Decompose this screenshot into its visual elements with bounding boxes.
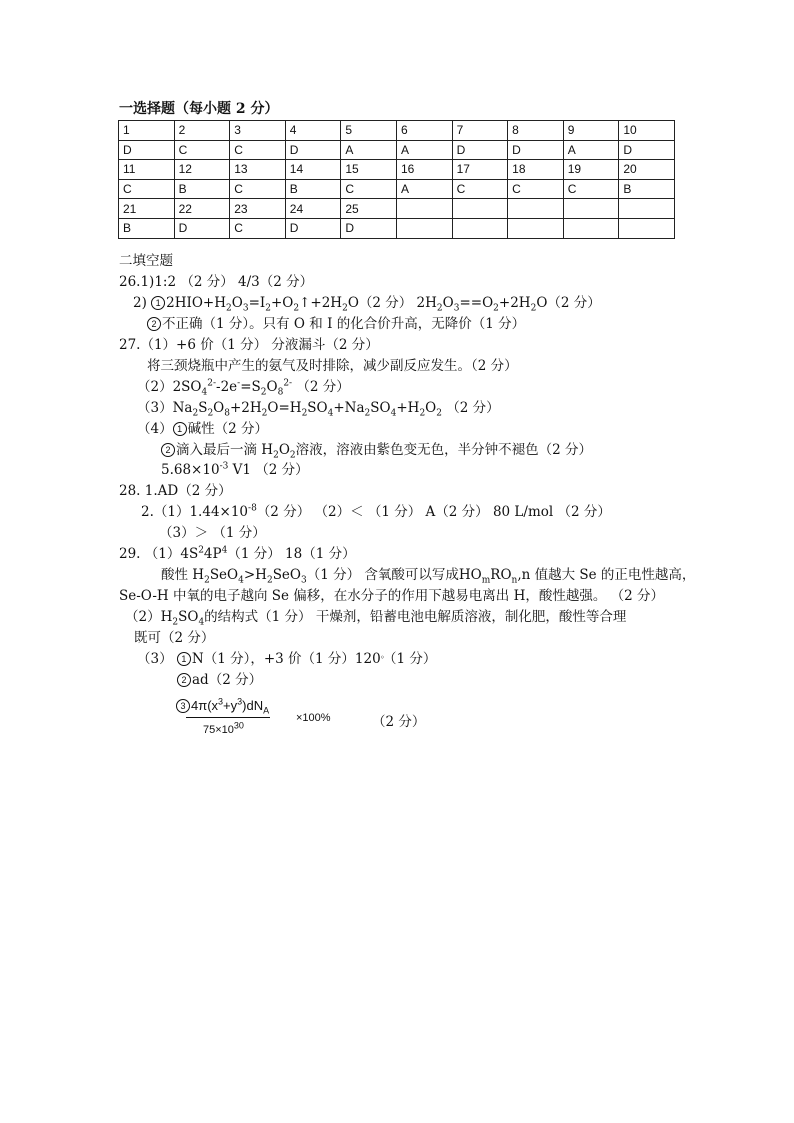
answer-cell: C xyxy=(341,179,397,199)
q29-5: 既可（2 分） xyxy=(134,630,215,646)
answer-cell: B xyxy=(119,218,175,238)
circled-number: 2 xyxy=(161,443,175,457)
q27-2: $(2)2SO_4^{2-}-2e^-=S_2O_8^{2-}$ （2 分） xyxy=(137,378,350,398)
answer-cell: D xyxy=(619,140,675,160)
formula-percent: ×100% xyxy=(296,712,331,724)
question-number-cell xyxy=(619,199,675,219)
answer-cell xyxy=(619,218,675,238)
question-number-cell: 5 xyxy=(341,121,397,141)
answer-cell: A xyxy=(341,140,397,160)
answer-cell: B xyxy=(619,179,675,199)
question-number-cell: 8 xyxy=(508,121,564,141)
question-number-cell: 17 xyxy=(452,160,508,180)
answer-cell: D xyxy=(452,140,508,160)
answer-row xyxy=(119,179,675,199)
answer-cell: A xyxy=(396,140,452,160)
answer-cell: B xyxy=(174,179,230,199)
question-number-cell: 24 xyxy=(285,199,341,219)
question-number-cell: 25 xyxy=(341,199,397,219)
q26-2a: 2) 1 $2HIO+H_2O_3=I_2+O_2↑+2H_2O(2$ 分） $2H_2O_3==O_2+2H_2O(2$ 分） xyxy=(133,295,601,314)
question-number-cell xyxy=(563,199,619,219)
answer-cell: B xyxy=(285,179,341,199)
q29-2: 酸性 $H_2SeO_4>H_2SeO_3(1$ 分） 含氧酸可以写成$HO_mRO_n,n$ 值越大 Se 的正电性越高， xyxy=(161,567,696,586)
circled-number: 3 xyxy=(176,699,190,713)
answer-row xyxy=(119,218,675,238)
fraction-bar xyxy=(186,717,270,718)
question-number-row xyxy=(119,160,675,180)
circled-number: 1 xyxy=(177,652,191,666)
answer-cell: D xyxy=(174,218,230,238)
q27-3: $(3)Na_2S_2O_8+2H_2O=H_2SO_4+Na_2SO_4+H_2O_2$ （2 分） xyxy=(137,400,500,419)
answer-cell: D xyxy=(285,218,341,238)
answer-cell: C xyxy=(230,218,286,238)
question-number-cell: 3 xyxy=(230,121,286,141)
q29-6: （3） 1 N（1 分），+3 价（1 分）120。（1 分） xyxy=(137,650,437,667)
question-number-row xyxy=(119,121,675,141)
section-title-fill: 二填空题 xyxy=(119,253,173,269)
q26-2b: 2 不正确（1 分）。只有 O 和 I 的化合价升高，无降价（1 分） xyxy=(147,315,525,333)
answer-cell: D xyxy=(341,218,397,238)
question-number-cell xyxy=(508,199,564,219)
answer-cell: C xyxy=(174,140,230,160)
formula-denominator: $75\times 10^{30}$ xyxy=(203,720,244,736)
question-number-cell: 9 xyxy=(563,121,619,141)
circled-number: 2 xyxy=(147,317,161,331)
question-number-cell: 7 xyxy=(452,121,508,141)
question-number-cell: 23 xyxy=(230,199,286,219)
question-number-cell xyxy=(396,199,452,219)
formula-numerator: 3 $4\pi(x^3+y^3)dN_A$ xyxy=(176,698,269,713)
answer-cell: D xyxy=(285,140,341,160)
circled-number: 1 xyxy=(173,422,187,436)
circled-number: 2 xyxy=(177,673,191,687)
q29-3: Se-O-H 中氧的电子越向 Se 偏移，在水分子的作用下越易电离出 H，酸性越强。 （2 分） xyxy=(119,588,665,604)
answer-cell: C xyxy=(119,179,175,199)
answer-cell: C xyxy=(563,179,619,199)
q27-4a: （4） 1 碱性（2 分） xyxy=(137,421,268,437)
question-number-cell: 19 xyxy=(563,160,619,180)
question-number-cell: 20 xyxy=(619,160,675,180)
q27-1: 27.（1）+6 价（1 分） 分液漏斗（2 分） xyxy=(119,337,379,353)
q29-4: $(2)H_2SO_4$的结构式（1 分） 干燥剂，铅蓄电池电解质溶液，制化肥，酸性等合理 xyxy=(125,609,627,628)
question-number-row xyxy=(119,199,675,219)
q29-1: 29. $(1)4S^24P^4(1$ 分） 18（1 分） xyxy=(119,545,356,562)
q27-4c: $5.68\times 10^{-3}$ V1 （2 分） xyxy=(161,461,309,478)
question-number-cell: 22 xyxy=(174,199,230,219)
question-number-cell xyxy=(452,199,508,219)
answer-cell: A xyxy=(396,179,452,199)
q27-4b: 2 滴入最后一滴 $H_2O_2$溶液，溶液由紫色变无色，半分钟不褪色（2 分） xyxy=(161,441,592,459)
answer-cell: C xyxy=(452,179,508,199)
question-number-cell: 21 xyxy=(119,199,175,219)
answer-cell xyxy=(563,218,619,238)
answer-table xyxy=(118,120,675,239)
circled-number: 1 xyxy=(151,296,165,310)
question-number-cell: 2 xyxy=(174,121,230,141)
answer-cell xyxy=(396,218,452,238)
question-number-cell: 4 xyxy=(285,121,341,141)
question-number-cell: 15 xyxy=(341,160,397,180)
answer-cell xyxy=(452,218,508,238)
answer-cell: C xyxy=(230,179,286,199)
question-number-cell: 12 xyxy=(174,160,230,180)
answer-cell: C xyxy=(508,179,564,199)
formula-score: （2 分） xyxy=(372,714,426,730)
question-number-cell: 16 xyxy=(396,160,452,180)
q28-3: （3）＞ （1 分） xyxy=(159,525,266,541)
q28-2: $2.(1)1.44\times 10^{-8}(2$ 分） （2）＜ （1 分） A（2 分） 80 L/mol （2 分） xyxy=(141,503,611,520)
question-number-cell: 11 xyxy=(119,160,175,180)
q27-1b: 将三颈烧瓶中产生的氨气及时排除，减少副反应发生。（2 分） xyxy=(147,358,518,374)
answer-cell: D xyxy=(508,140,564,160)
answer-row xyxy=(119,140,675,160)
question-number-cell: 14 xyxy=(285,160,341,180)
answer-cell xyxy=(508,218,564,238)
answer-cell: C xyxy=(230,140,286,160)
question-number-cell: 6 xyxy=(396,121,452,141)
q28-1: 28. 1.AD（2 分） xyxy=(119,483,232,499)
section-title-choice: 一选择题（每小题 2 分） xyxy=(119,101,279,117)
question-number-cell: 10 xyxy=(619,121,675,141)
question-number-cell: 18 xyxy=(508,160,564,180)
answer-cell: D xyxy=(119,140,175,160)
question-number-cell: 13 xyxy=(230,160,286,180)
q29-7: 2 ad（2 分） xyxy=(177,671,262,689)
answer-cell: A xyxy=(563,140,619,160)
question-number-cell: 1 xyxy=(119,121,175,141)
q26-1: 26.1)1:2 （2 分） 4/3（2 分） xyxy=(119,274,314,290)
